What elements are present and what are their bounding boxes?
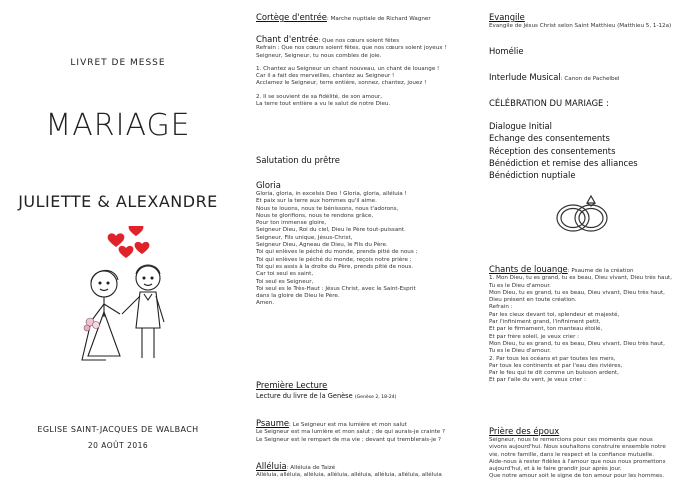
chants-louange-line: Par le feu qui te dit comme un buisson ardent, — [489, 370, 619, 377]
rite-item: Dialogue Initial — [489, 121, 552, 131]
wedding-rings-icon — [551, 190, 617, 236]
gloria-line: Gloria, gloria, in excelsis Deo ! Gloria, gloria, alléluia ! — [256, 191, 407, 197]
rite-item: Bénédiction nuptiale — [489, 170, 576, 181]
evangile-heading: Evangile — [489, 12, 525, 22]
gloria-line: Amen. — [256, 300, 275, 307]
couple-names: JULIETTE & ALEXANDRE — [18, 192, 218, 211]
priere-epoux-line: aujourd'hui, et à le faire grandir jour après jour. — [489, 466, 622, 473]
cortege-heading: Cortège d'entrée — [256, 12, 327, 22]
alleluia-section — [256, 461, 470, 480]
chant-entree-line: 2. Il se souvient de sa fidélité, de son amour, — [256, 93, 382, 100]
lecture-section — [256, 380, 470, 403]
chants-louange-line: 1. Mon Dieu, tu es grand, tu es beau, Dieu vivant, Dieu très haut, — [489, 275, 672, 282]
chant-entree-line: 1. Chantez au Seigneur un chant nouveau, un chant de louange ! — [256, 65, 440, 72]
gloria-line: Toi qui enlèves le péché du monde, reçois notre prière ; — [256, 256, 412, 263]
alleluia-line: Alléluia, alléluia, alléluia, alléluia, alléluia, alléluia, alléluia, alléluia — [256, 472, 442, 479]
cortege-section — [256, 12, 470, 23]
gloria-line: Seigneur Dieu, Roi du ciel, Dieu le Père tout-puissant. — [256, 227, 406, 234]
cover-panel — [0, 0, 236, 494]
psaume-text: : Le Seigneur est ma lumière et mon salut — [289, 422, 407, 428]
priere-epoux-line: vivons aujourd'hui. Nous souhaitons construire ensemble notre — [489, 444, 666, 451]
chants-louange-line: Et par frère soleil, je veux crier : — [489, 333, 580, 340]
gloria-line: Seigneur Dieu, Agneau de Dieu, le Fils du Père. — [256, 242, 388, 249]
chants-louange-line: Par tous les continents et par l'eau des rivières, — [489, 362, 623, 369]
priere-epoux-line: vie, notre famille, dans le respect et la confiance mutuelle. — [489, 451, 654, 458]
chants-louange-line: Tu es le Dieu d'amour. — [489, 348, 551, 355]
priere-epoux-line: Aide-nous à rester fidèles à l'amour que nous nous promettons — [489, 458, 666, 465]
gloria-line: dans la gloire de Dieu le Père. — [256, 293, 340, 300]
chants-louange-heading: Chants de louange — [489, 264, 568, 274]
heart-icons — [108, 226, 150, 258]
chants-louange-line: Refrain : — [489, 304, 513, 311]
chants-louange-line: Mon Dieu, tu es grand, tu es beau, Dieu vivant, Dieu très haut, — [489, 340, 665, 347]
rite-item: Bénédiction et remise des alliances — [489, 157, 638, 168]
psaume-heading: Psaume — [256, 418, 290, 428]
chants-louange-line: Par l'infiniment grand, l'infiniment petit, — [489, 319, 601, 326]
psaume-line: Le Seigneur est le rempart de ma vie ; devant qui tremblerais-je ? — [256, 436, 441, 443]
gloria-line: Toi qui enlèves le péché du monde, prends pitié de nous ; — [256, 249, 418, 256]
couple-illustration — [78, 226, 178, 368]
gloria-heading: Gloria — [256, 180, 281, 190]
wedding-date: 20 AOÛT 2016 — [87, 441, 149, 450]
priere-epoux-line: Que notre amour soit le signe de ton amour pour les hommes. — [489, 473, 664, 480]
gloria-line: Car toi seul es saint, — [256, 271, 314, 278]
priere-epoux-line: Seigneur, nous te remercions pour ces moments que nous — [489, 437, 653, 443]
celebration-section — [489, 98, 695, 109]
interlude-heading: Interlude Musical — [489, 72, 561, 82]
priere-epoux-section — [489, 426, 695, 481]
chants-louange-line: Et par l'aile du vent, je veux crier : — [489, 377, 586, 384]
chants-louange-line: Et par le firmament, ton manteau étoilé, — [489, 326, 603, 333]
gloria-line: Et paix sur la terre aux hommes qu'il aime. — [256, 198, 377, 205]
rite-item: Echange des consentements — [489, 133, 610, 144]
chants-louange-text: : Psaume de la création — [567, 268, 634, 274]
priere-epoux-heading: Prière des époux — [489, 426, 560, 436]
gloria-section — [256, 180, 470, 308]
lecture-text: Lecture du livre de la Genèse — [256, 392, 353, 400]
evangile-line: Evangile de Jésus Christ selon Saint Matthieu (Matthieu 5, 1-12a) — [489, 23, 672, 29]
chants-louange-line: Tu es le Dieu d'amour. — [489, 282, 551, 289]
gloria-line: Seigneur, Fils unique, Jésus-Christ, — [256, 234, 353, 241]
salutation-heading: Salutation du prêtre — [256, 155, 340, 165]
interlude-section — [489, 72, 695, 83]
chant-entree-line: Car il a fait des merveilles, chantez au Seigneur ! — [256, 73, 395, 80]
lecture-reference: (Genèse 2, 18-24) — [354, 395, 397, 400]
lecture-heading: Première Lecture — [256, 380, 328, 390]
rite-item: Réception des consentements — [489, 145, 616, 156]
liturgy-panel-left — [256, 0, 470, 494]
chant-entree-section — [256, 34, 470, 108]
chants-louange-line: Par les cieux devant toi, splendeur et majesté, — [489, 311, 620, 318]
chant-entree-line: Seigneur, Seigneur, tu nous combles de joie. — [256, 52, 382, 59]
chant-entree-line: Refrain : Que nos cœurs soient fêtes, que nos cœurs soient joyeux ! — [256, 45, 447, 52]
bouquet-icon — [84, 318, 100, 331]
cortege-text: : Marche nuptiale de Richard Wagner — [326, 16, 431, 22]
gloria-line: Pour ton immense gloire, — [256, 220, 327, 227]
liturgy-panel-right — [489, 0, 695, 494]
alleluia-heading: Alléluia — [256, 461, 287, 471]
church-name: EGLISE SAINT-JACQUES DE WALBACH — [37, 425, 199, 434]
page-title: MARIAGE — [45, 108, 191, 143]
gloria-line: Toi seul es le Très-Haut : Jésus Christ, avec le Saint-Esprit — [256, 285, 416, 292]
chant-entree-line: Acclamez le Seigneur, terre entière, sonnez, chantez, jouez ! — [256, 80, 427, 87]
rite-list — [489, 120, 695, 181]
chants-louange-section — [489, 264, 695, 385]
celebration-heading: CÉLÉBRATION DU MARIAGE : — [489, 98, 609, 108]
chants-louange-line: Mon Dieu, tu es grand, tu es beau, Dieu vivant, Dieu très haut, — [489, 289, 665, 296]
chant-entree-heading: Chant d'entrée — [256, 34, 319, 44]
psaume-line: Le Seigneur est ma lumière et mon salut ; de qui aurais-je crainte ? — [256, 429, 445, 436]
gloria-line: Nous te glorifions, nous te rendons grâce, — [256, 212, 374, 219]
gloria-line: Toi seul es Seigneur, — [256, 278, 314, 285]
gloria-line: Toi qui es assis à la droite du Père, prends pitié de nous. — [256, 263, 414, 270]
psaume-section — [256, 418, 470, 444]
chant-entree-line: La terre tout entière a vu le salut de notre Dieu. — [256, 101, 391, 108]
chants-louange-line: Dieu présent en toute création. — [489, 297, 577, 304]
livret-label: LIVRET DE MESSE — [70, 58, 166, 68]
chants-louange-line: 2. Par tous les océans et par toutes les mers, — [489, 355, 616, 362]
interlude-text: : Canon de Pachelbel — [560, 76, 620, 82]
alleluia-text: : Alléluia de Taizé — [286, 465, 336, 471]
homelie-section — [489, 46, 695, 57]
chant-entree-text: : Que nos cœurs soient fêtes — [318, 38, 400, 44]
evangile-section — [489, 12, 695, 30]
gloria-line: Nous te louons, nous te bénissons, nous t'adorons, — [256, 205, 399, 212]
homelie-heading: Homélie — [489, 46, 524, 56]
salutation-section — [256, 155, 470, 166]
